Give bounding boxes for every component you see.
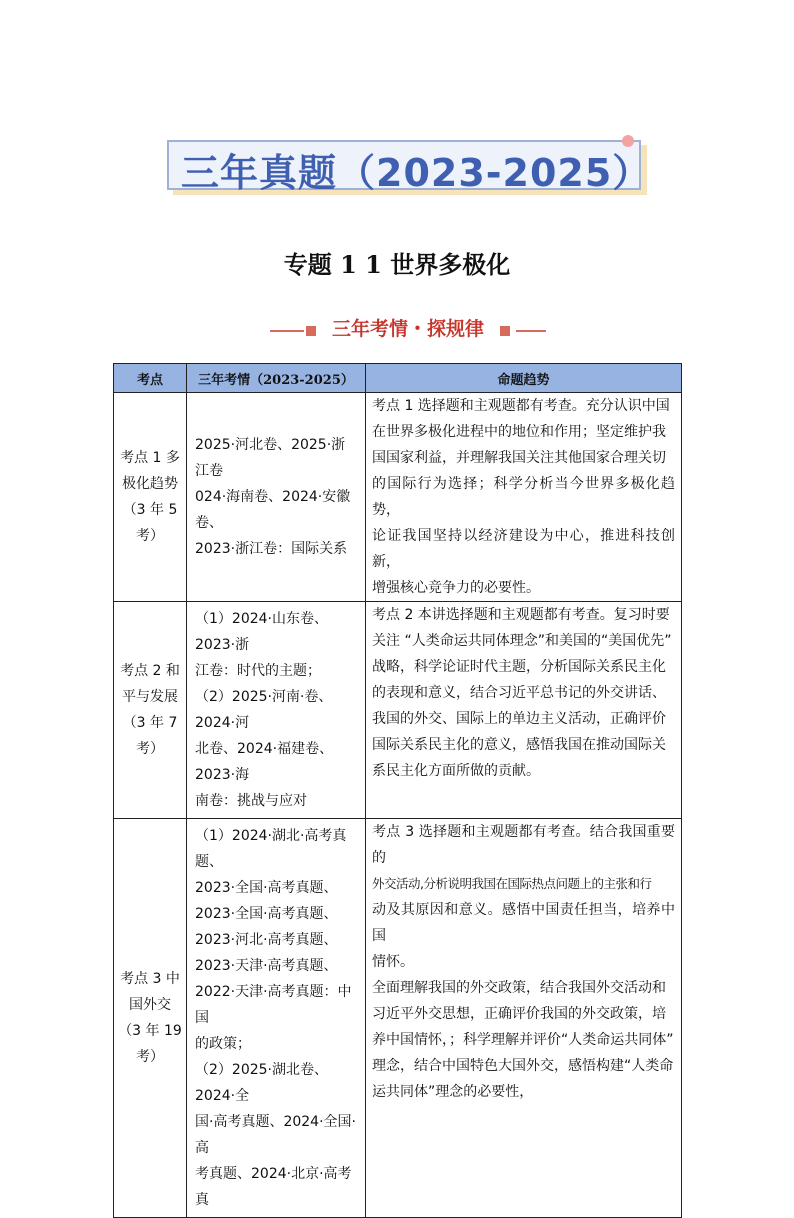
qushi-cell: 考点 2 本讲选择题和主观题都有考查。复习时要 关注 “人类命运共同体理念”和美国的“美国优先” 战略，科学论证时代主题，分析国际关系民主化 的表现和意义，结合习近平总书记的外交讲话、 我国的外交、国际上的单边主义活动，正确评价 国际关系民主化的意义，感悟我国在推动国际关 系民主化方面所做的贡献。 bbox=[366, 602, 682, 819]
kaodian-cell: 考点 1 多 极化趋势 （3 年 5 考） bbox=[114, 393, 187, 602]
section-heading bbox=[270, 314, 546, 344]
heading-line-left bbox=[270, 330, 304, 332]
kaodian-cell: 考点 2 和 平与发展 （3 年 7 考） bbox=[114, 602, 187, 819]
table-header-row bbox=[114, 364, 682, 393]
subject-title: 专题 1 1 世界多极化 bbox=[283, 250, 511, 279]
kaoqing-cell: （1）2024·山东卷、2023·浙 江卷：时代的主题； （2）2025·河南·卷、2024·河 北卷、2024·福建卷、2023·海 南卷：挑战与应对 bbox=[187, 602, 366, 819]
qushi-cell: 考点 3 选择题和主观题都有考查。结合我国重要的 外交活动,分析说明我国在国际热点问题上的主张和行 动及其原因和意义。感悟中国责任担当，培养中国 情怀。 全面理解我国的外交政策，结合我国外交活动和 习近平外交思想，正确评价我国的外交政策，培 养中国情怀，；科学理解并评价“人类命运共同体” 理念，结合中国特色大国外交，感悟构建“人类命 运共同体”理念的必要性， bbox=[366, 819, 682, 1218]
table-row bbox=[114, 819, 682, 1218]
table-row bbox=[114, 393, 682, 602]
section-heading-text: 三年考情・探规律 bbox=[331, 318, 484, 340]
decorative-dot bbox=[622, 135, 634, 147]
heading-line-right bbox=[516, 330, 546, 332]
heading-square-left bbox=[306, 326, 316, 336]
header-qushi: 命题趋势 bbox=[366, 364, 682, 393]
qushi-cell: 考点 1 选择题和主观题都有考查。充分认识中国 在世界多极化进程中的地位和作用；坚定维护我 国国家利益，并理解我国关注其他国家合理关切 的国际行为选择；科学分析当今世界多极化趋势， 论证我国坚持以经济建设为中心，推进科技创新， 增强核心竞争力的必要性。 bbox=[366, 393, 682, 602]
kaodian-cell: 考点 3 中 国外交 （3 年 19 考） bbox=[114, 819, 187, 1218]
banner-title: 三年真题（2023-2025） bbox=[181, 151, 652, 195]
title-banner bbox=[167, 140, 652, 195]
kaoqing-cell: （1）2024·湖北·高考真题、 2023·全国·高考真题、 2023·全国·高考真题、 2023·河北·高考真题、 2023·天津·高考真题、 2022·天津·高考真题：中国 的政策； （2）2025·湖北卷、2024·全 国·高考真题、2024·全国·高 考真题、2024·北京·高考真 bbox=[187, 819, 366, 1218]
table-row bbox=[114, 602, 682, 819]
heading-square-right bbox=[500, 326, 510, 336]
header-kaodian: 考点 bbox=[114, 364, 187, 393]
header-kaoqing: 三年考情（2023-2025） bbox=[187, 364, 366, 393]
exam-table bbox=[113, 363, 682, 1218]
kaoqing-cell: 2025·河北卷、2025·浙江卷 024·海南卷、2024·安徽卷、 2023·浙江卷：国际关系 bbox=[187, 393, 366, 602]
